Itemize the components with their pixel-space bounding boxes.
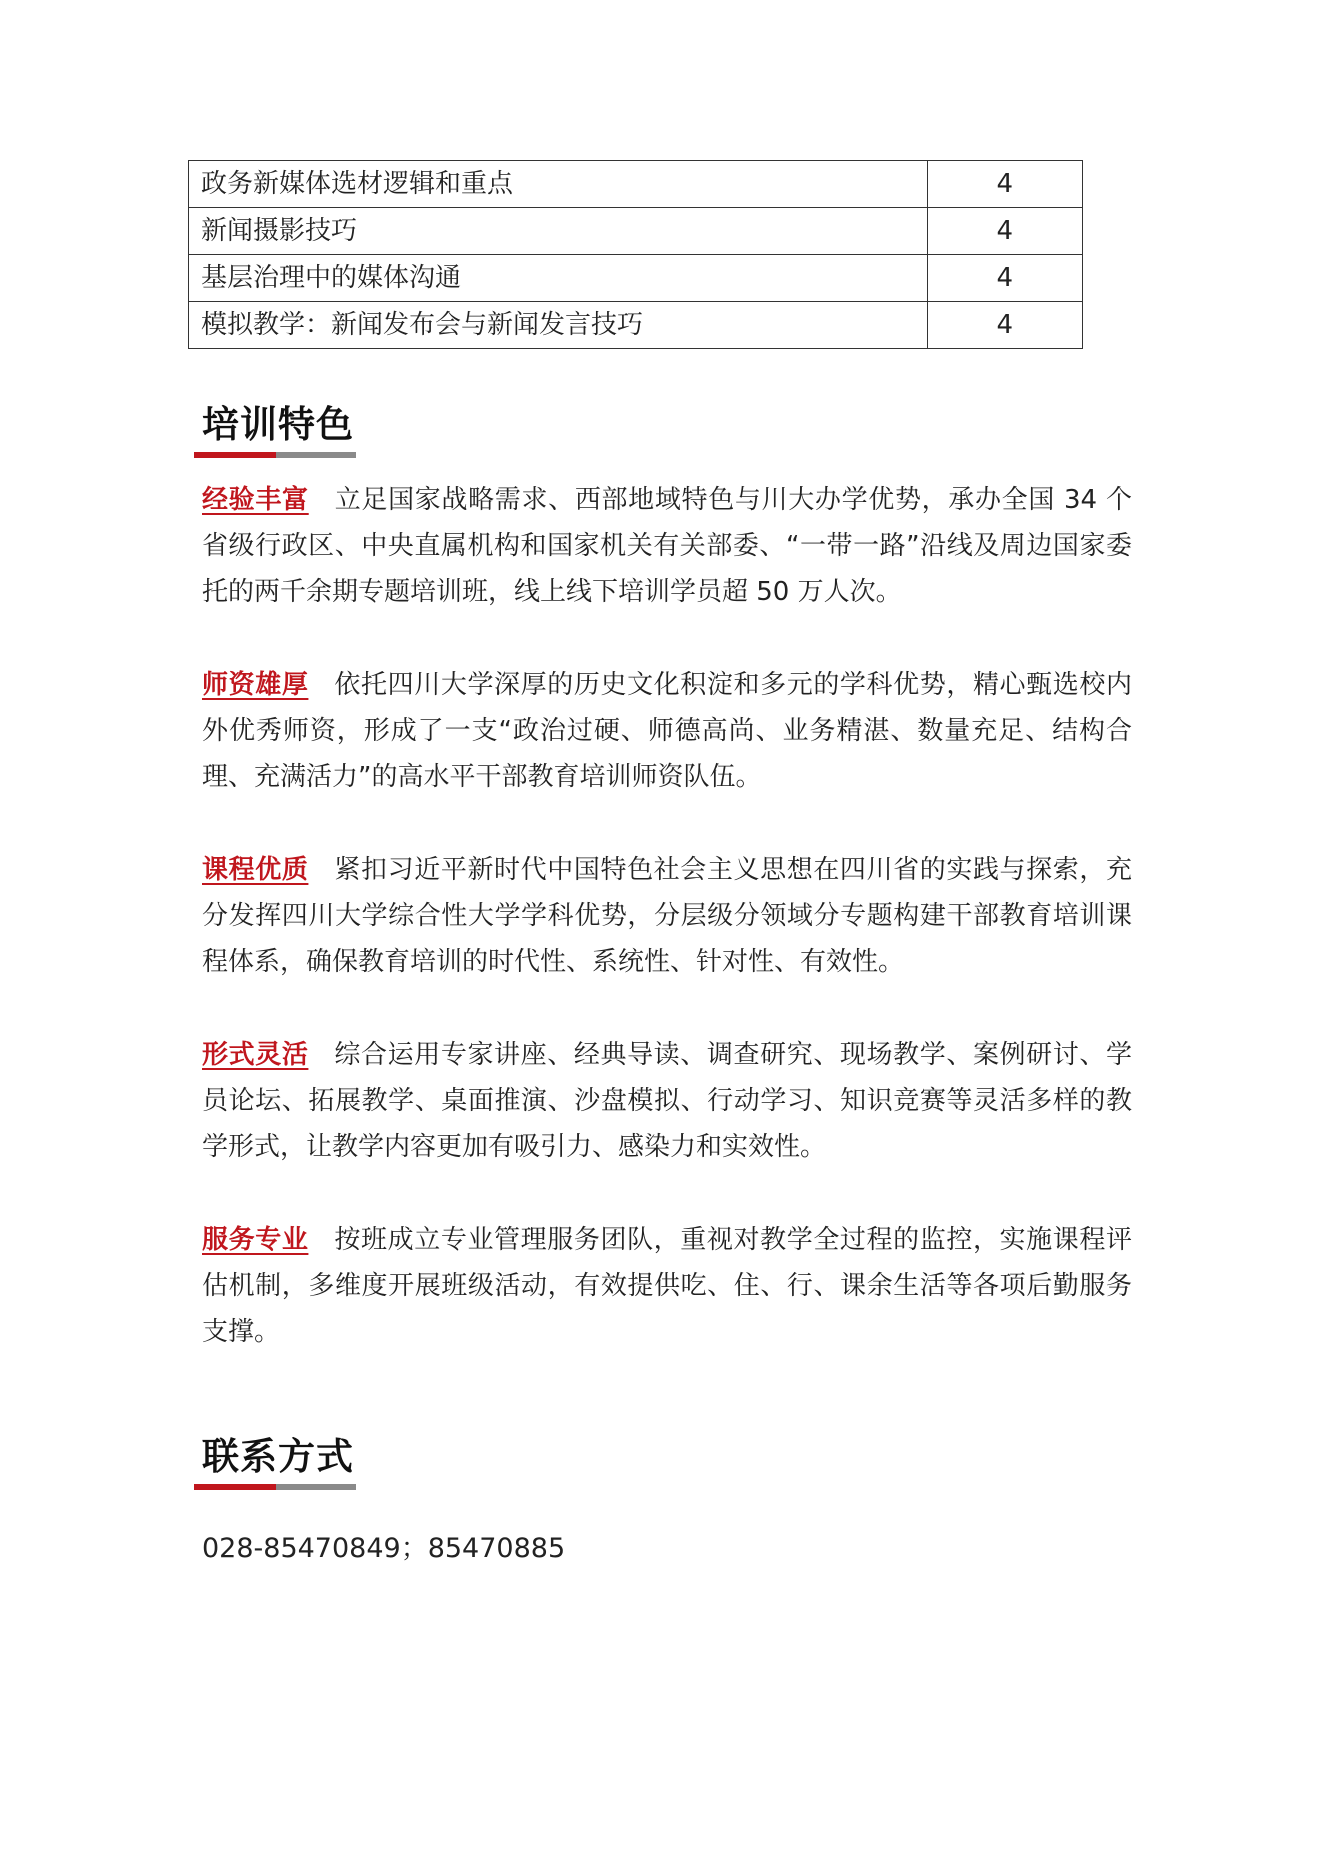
contact-phone: 028-85470849；85470885 xyxy=(202,1533,566,1564)
course-hours: 4 xyxy=(927,302,1082,349)
feature-keyword: 课程优质 xyxy=(202,855,309,885)
section-heading-contact: 联系方式 xyxy=(202,1435,354,1478)
feature-paragraph xyxy=(202,1217,1132,1355)
feature-keyword: 形式灵活 xyxy=(202,1040,309,1070)
feature-text: 按班成立专业管理服务团队，重视对教学全过程的监控，实施课程评估机制，多维度开展班级活动，有效提供吃、住、行、课余生活等各项后勤服务支撑。 xyxy=(202,1225,1132,1347)
table-row xyxy=(189,161,1083,208)
underline-red-segment xyxy=(194,1484,276,1490)
table-row xyxy=(189,302,1083,349)
feature-keyword: 服务专业 xyxy=(202,1225,309,1255)
heading-underline xyxy=(194,1484,356,1490)
table-row xyxy=(189,255,1083,302)
underline-gray-segment xyxy=(276,1484,356,1490)
course-name: 基层治理中的媒体沟通 xyxy=(189,255,928,302)
course-name: 模拟教学：新闻发布会与新闻发言技巧 xyxy=(189,302,928,349)
course-hours: 4 xyxy=(927,255,1082,302)
section-heading-features: 培训特色 xyxy=(202,403,354,446)
course-hours: 4 xyxy=(927,208,1082,255)
feature-keyword: 经验丰富 xyxy=(202,485,309,515)
course-hours: 4 xyxy=(927,161,1082,208)
underline-red-segment xyxy=(194,452,276,458)
feature-paragraph xyxy=(202,662,1132,800)
feature-paragraph xyxy=(202,847,1132,985)
heading-underline xyxy=(194,452,356,458)
feature-paragraph xyxy=(202,477,1132,615)
course-table xyxy=(188,160,1083,349)
feature-text: 综合运用专家讲座、经典导读、调查研究、现场教学、案例研讨、学员论坛、拓展教学、桌面推演、沙盘模拟、行动学习、知识竞赛等灵活多样的教学形式，让教学内容更加有吸引力、感染力和实效性。 xyxy=(202,1040,1132,1162)
feature-text: 立足国家战略需求、西部地域特色与川大办学优势，承办全国 34 个省级行政区、中央直属机构和国家机关有关部委、“一带一路”沿线及周边国家委托的两千余期专题培训班，线上线下培训学员超 50 万人次。 xyxy=(202,485,1132,607)
feature-text: 依托四川大学深厚的历史文化积淀和多元的学科优势，精心甄选校内外优秀师资，形成了一支“政治过硬、师德高尚、业务精湛、数量充足、结构合理、充满活力”的高水平干部教育培训师资队伍。 xyxy=(202,670,1132,792)
feature-text: 紧扣习近平新时代中国特色社会主义思想在四川省的实践与探索，充分发挥四川大学综合性大学学科优势，分层级分领域分专题构建干部教育培训课程体系，确保教育培训的时代性、系统性、针对性、有效性。 xyxy=(202,855,1132,977)
course-name: 新闻摄影技巧 xyxy=(189,208,928,255)
feature-paragraph xyxy=(202,1032,1132,1170)
feature-keyword: 师资雄厚 xyxy=(202,670,309,700)
underline-gray-segment xyxy=(276,452,356,458)
table-row xyxy=(189,208,1083,255)
course-name: 政务新媒体选材逻辑和重点 xyxy=(189,161,928,208)
